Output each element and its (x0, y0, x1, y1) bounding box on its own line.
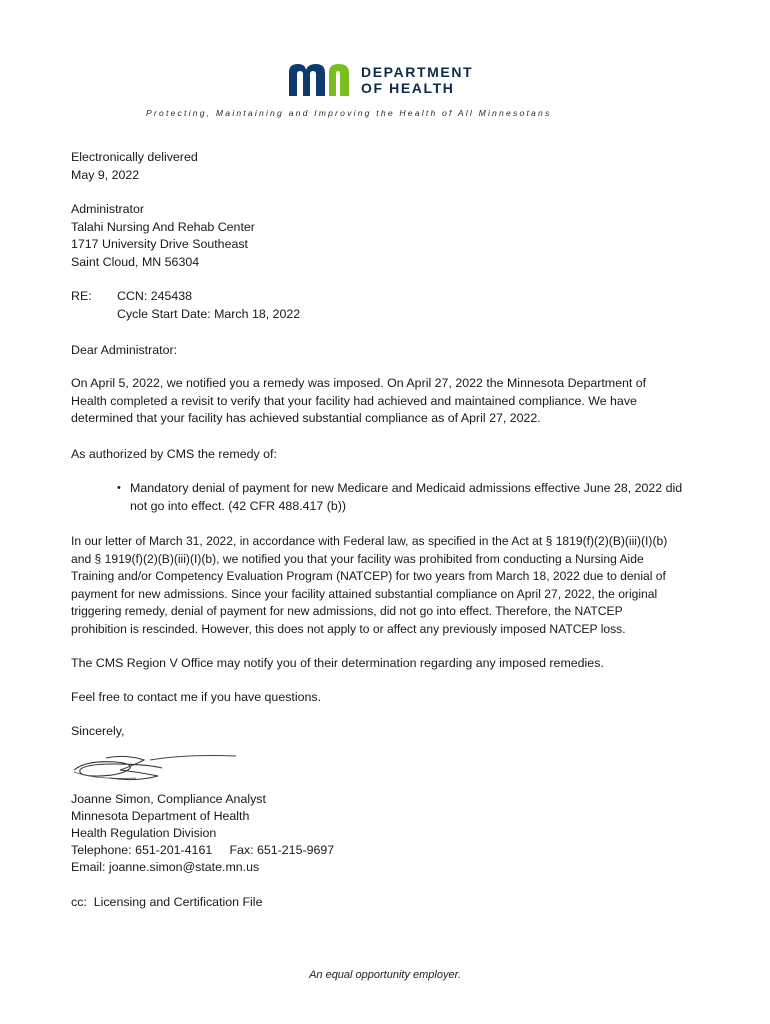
paragraph-cms-region: The CMS Region V Office may notify you of their determination regarding any imposed remedies. (71, 656, 604, 670)
salutation: Dear Administrator: (71, 343, 178, 357)
closing: Sincerely, (71, 724, 125, 738)
paragraph-line: prohibition is rescinded. However, this does not apply to or affect any previously imposed NATCEP loss. (71, 621, 626, 636)
paragraph-line: On April 5, 2022, we notified you a remedy was imposed. On April 27, 2022 the Minnesota Department of (71, 376, 647, 390)
paragraph-line: triggering remedy, denial of payment for new admissions, did not go into effect. Therefore, the NATCEP (71, 604, 623, 618)
paragraph-line: Training and/or Competency Evaluation Program (NATCEP) for two years from March 18, 2022 due to denial of (71, 569, 666, 583)
delivery-method: Electronically delivered (71, 150, 198, 164)
signer-division: Health Regulation Division (71, 826, 217, 840)
paragraph-line: and § 1919(f)(2)(B)(iii)(I)(b), we notified you that your facility was prohibited from conducting a Nursing Aide (71, 551, 644, 566)
mdh-logo (289, 62, 489, 98)
paragraph-line: determined that your facility has achieved substantial compliance as of April 27, 2022. (71, 411, 541, 425)
footer-equal-opportunity: An equal opportunity employer. (309, 969, 461, 981)
paragraph-line: Mandatory denial of payment for new Medicare and Medicaid admissions effective June 28, 2022 did (130, 481, 683, 495)
cc-line: cc: Licensing and Certification File (71, 895, 263, 909)
re-label: RE: (71, 289, 92, 303)
bullet-point: • (117, 482, 121, 494)
recipient-title: Administrator (71, 202, 144, 216)
signer-phone-fax: Telephone: 651-201-4161 Fax: 651-215-9697 (71, 843, 335, 857)
tagline: Protecting, Maintaining and Improving the Health of All Minnesotans (146, 108, 552, 118)
re-cycle-start: Cycle Start Date: March 18, 2022 (117, 307, 301, 321)
paragraph-line: In our letter of March 31, 2022, in accordance with Federal law, as specified in the Act at § 1819(f)(2)(B)(iii)(I)(b) (71, 534, 668, 548)
recipient-facility: Talahi Nursing And Rehab Center (71, 220, 255, 234)
signer-email: Email: joanne.simon@state.mn.us (71, 860, 260, 874)
handwritten-signature (66, 750, 246, 786)
mn-logo-mark (289, 62, 361, 98)
paragraph-line: payment for new admissions. Since your facility attained substantial compliance on April 27, 2022, the original (71, 586, 658, 601)
logo-department-text: DEPARTMENT (361, 64, 474, 80)
logo-of-health-text: OF HEALTH (361, 80, 455, 96)
bullet-text (130, 480, 710, 515)
signer-org: Minnesota Department of Health (71, 809, 250, 823)
re-ccn: CCN: 245438 (117, 289, 193, 303)
paragraph-authorized: As authorized by CMS the remedy of: (71, 447, 277, 461)
paragraph-remedy-notice (71, 375, 711, 428)
recipient-street: 1717 University Drive Southeast (71, 237, 248, 251)
paragraph-natcep (71, 533, 711, 638)
letter-date: May 9, 2022 (71, 168, 140, 182)
paragraph-line: not go into effect. (42 CFR 488.417 (b)) (130, 498, 347, 513)
paragraph-contact: Feel free to contact me if you have questions. (71, 690, 322, 704)
paragraph-line: Health completed a revisit to verify that your facility had achieved and maintained compliance. We have (71, 393, 637, 408)
recipient-city: Saint Cloud, MN 56304 (71, 255, 200, 269)
signer-name-title: Joanne Simon, Compliance Analyst (71, 792, 266, 806)
